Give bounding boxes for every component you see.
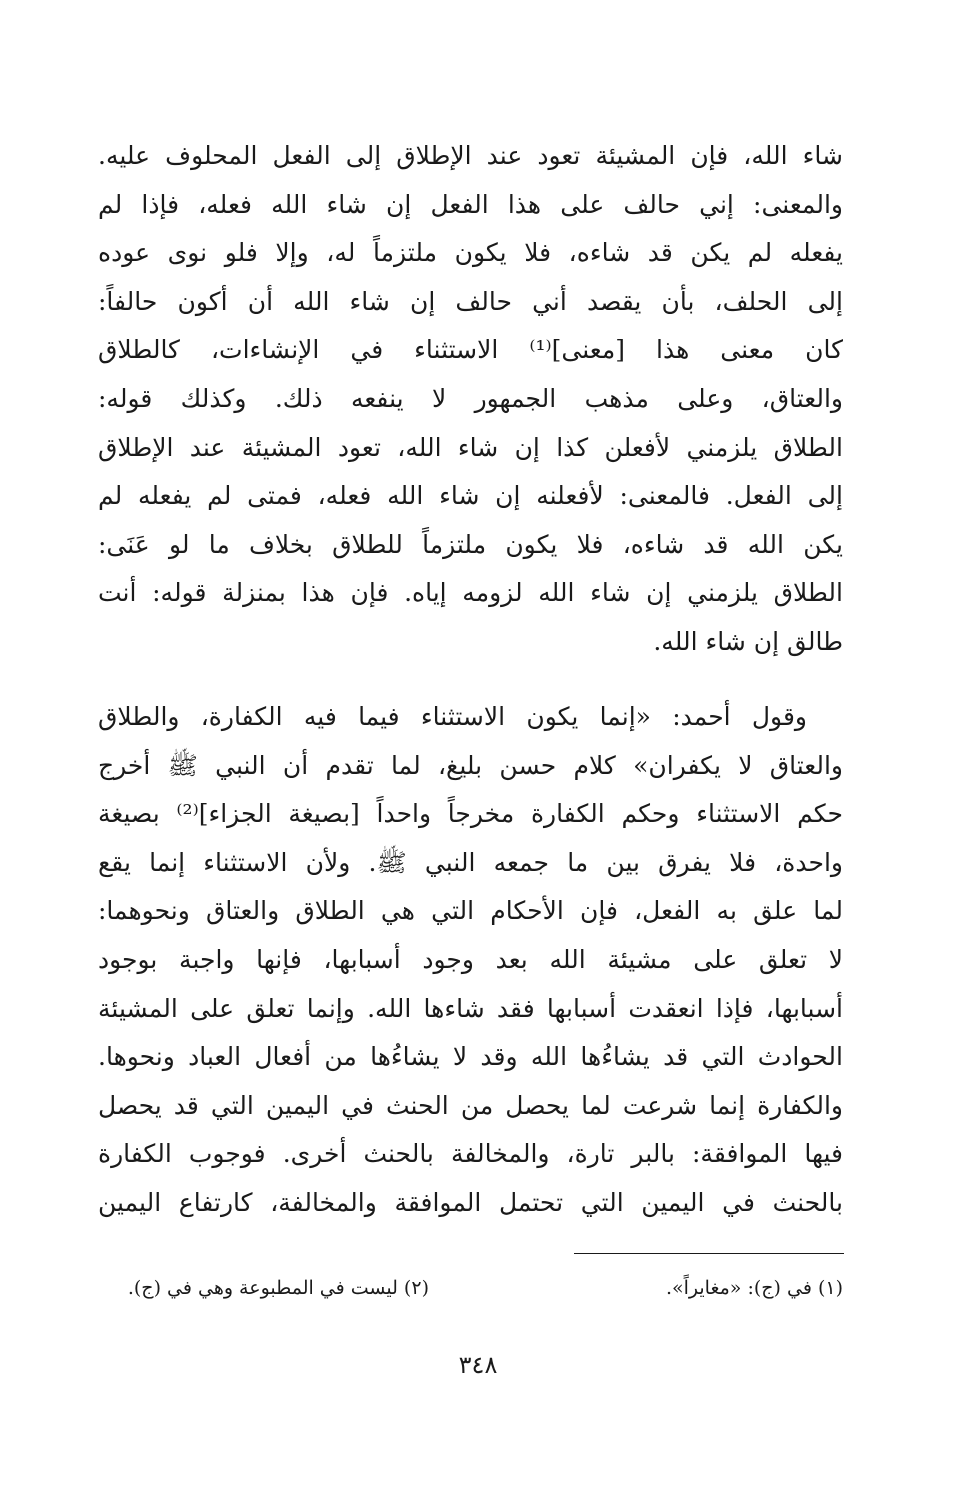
text-line: إلى الفعل. فالمعنى: لأفعلنه إن شاء الله فعله، فمتى لم يفعله لم xyxy=(98,481,843,511)
text-line: كان معنى هذا [معنى]⁽¹⁾ الاستثناء في الإنشاءات، كالطلاق xyxy=(98,335,843,365)
text-line: يفعله لم يكن قد شاءه، فلا يكون ملتزماً له، وإلا فلو نوى عوده xyxy=(98,238,843,268)
text-line: الحوادث التي قد يشاءُها الله وقد لا يشاءُها من أفعال العباد ونحوها. xyxy=(98,1042,843,1072)
footnote-1: (١) في (ج): «مغايراً». xyxy=(665,1277,843,1299)
text-line: طالق إن شاء الله. xyxy=(653,626,843,656)
text-line: إلى الحلف، بأن يقصد أني حالف إن شاء الله أن أكون حالفاً: xyxy=(98,286,843,316)
text-line: الطلاق يلزمني إن شاء الله لزومه إياه. فإن هذا بمنزلة قوله: أنت xyxy=(98,578,843,608)
text-line: لا تعلق على مشيئة الله بعد وجود أسبابها، فإنها واجبة بوجود xyxy=(98,944,843,974)
page-number: ٣٤٨ xyxy=(458,1351,498,1379)
text-line: شاء الله، فإن المشيئة تعود عند الإطلاق إلى الفعل المحلوف عليه. xyxy=(98,141,843,170)
text-line: فيها الموافقة: بالبر تارة، والمخالفة بالحنث أخرى. فوجوب الكفارة xyxy=(98,1139,843,1169)
paragraph-1 xyxy=(98,132,843,667)
text-line: حكم الاستثناء وحكم الكفارة مخرجاً واحداً [بصيغة الجزاء]⁽²⁾ بصيغة xyxy=(98,799,843,829)
text-line: وقول أحمد: «إنما يكون الاستثناء فيما فيه الكفارة، والطلاق xyxy=(98,702,807,731)
text-line: والكفارة إنما شرعت لما يحصل من الحنث في اليمين التي قد يحصل xyxy=(98,1090,843,1120)
text-line: يكن الله قد شاءه، فلا يكون ملتزماً للطلاق بخلاف ما لو عَنَى: xyxy=(98,529,843,559)
text-line: لما علق به الفعل، فإن الأحكام التي هي الطلاق والعتاق ونحوهما: xyxy=(98,896,843,926)
footnote-divider xyxy=(574,1253,844,1254)
paragraph-2 xyxy=(98,693,843,1228)
text-line: الطلاق يلزمني لأفعلن كذا إن شاء الله، تعود المشيئة عند الإطلاق xyxy=(98,432,843,462)
text-line: والعتاق، وعلى مذهب الجمهور لا ينفعه ذلك. وكذلك قوله: xyxy=(98,383,843,413)
text-line: أسبابها، فإذا انعقدت أسبابها فقد شاءها الله. وإنما تعلق على المشيئة xyxy=(98,993,843,1023)
text-line: بالحنث في اليمين التي تحتمل الموافقة والمخالفة، كارتفاع اليمين xyxy=(98,1187,843,1217)
text-line: واحدة، فلا يفرق بين ما جمعه النبي ﷺ. ولأن الاستثناء إنما يقع xyxy=(98,847,843,877)
footnotes xyxy=(98,1268,843,1308)
text-line: والمعنى: إني حالف على هذا الفعل إن شاء الله فعله، فإذا لم xyxy=(98,189,843,219)
footnote-2: (٢) ليست في المطبوعة وهي في (ج). xyxy=(127,1277,429,1299)
text-line: والعتاق لا يكفران» كلام حسن بليغ، لما تقدم أن النبي ﷺ أخرج xyxy=(98,750,843,780)
